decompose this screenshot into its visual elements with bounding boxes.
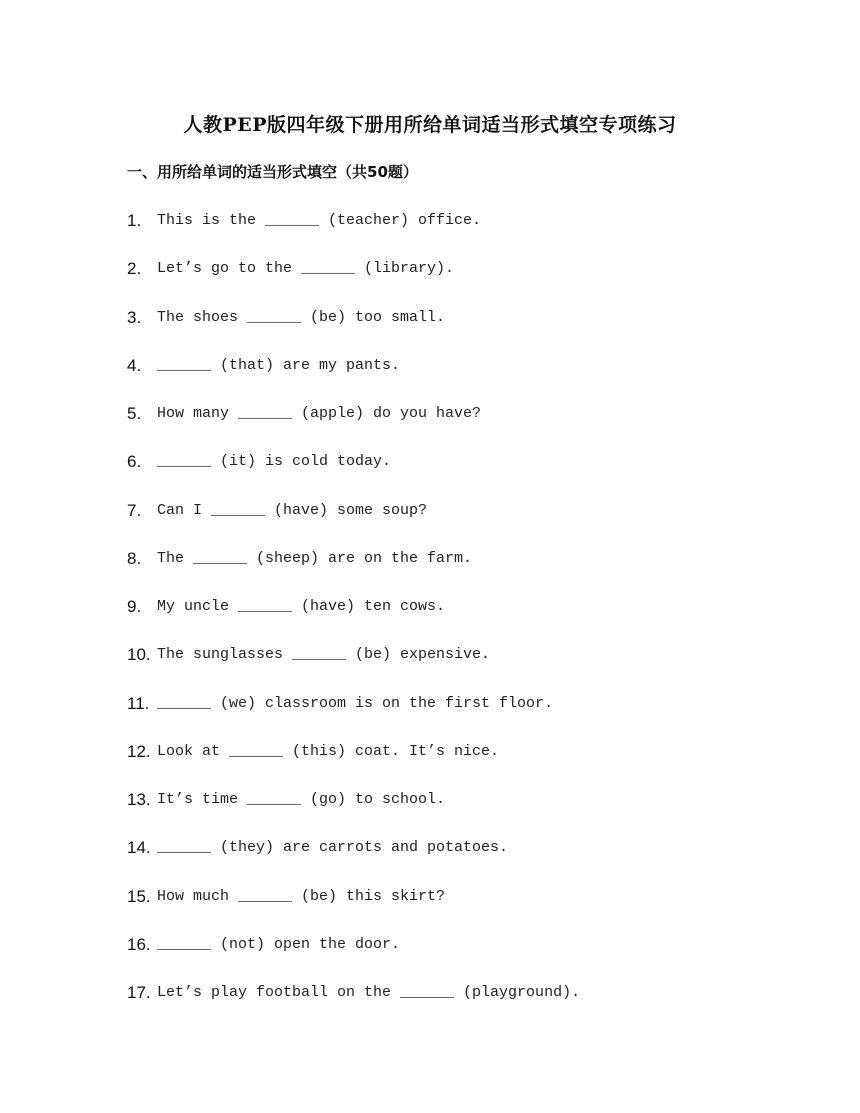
question-item	[127, 208, 767, 256]
question-number: 16.	[127, 934, 151, 954]
question-number: 17.	[127, 983, 151, 1002]
question-item	[127, 353, 767, 401]
question-number: 3.	[127, 307, 142, 327]
question-number: 9.	[127, 597, 142, 616]
question-item	[127, 449, 767, 497]
question-number: 1.	[127, 211, 142, 230]
question-item	[127, 739, 767, 787]
question-text: ______ (it) is cold today.	[157, 453, 392, 471]
question-text: The ______ (sheep) are on the farm.	[157, 549, 473, 567]
question-item	[127, 498, 767, 546]
document-title: 人教PEP版四年级下册用所给单词适当形式填空专项练习	[183, 114, 677, 136]
question-item	[127, 787, 767, 835]
question-text: Can I ______ (have) some soup?	[157, 501, 428, 519]
question-number: 12.	[127, 741, 151, 761]
question-list	[127, 208, 767, 1028]
question-text: It’s time ______ (go) to school.	[157, 791, 446, 808]
question-number: 5.	[127, 404, 142, 423]
question-text: Let’s play football on the ______ (playground).	[157, 984, 581, 1001]
question-item	[127, 594, 767, 642]
question-item	[127, 932, 767, 980]
question-text: Look at ______ (this) coat. It’s nice.	[157, 742, 500, 760]
question-number: 13.	[127, 790, 151, 809]
question-number: 15.	[127, 886, 151, 906]
question-number: 8.	[127, 548, 142, 568]
question-item	[127, 835, 767, 883]
question-text: How many ______ (apple) do you have?	[157, 405, 482, 422]
question-number: 2.	[127, 259, 142, 279]
question-item	[127, 980, 767, 1028]
question-text: The sunglasses ______ (be) expensive.	[157, 646, 491, 664]
question-item	[127, 884, 767, 932]
question-text: ______ (we) classroom is on the first floor.	[157, 694, 554, 712]
question-number: 6.	[127, 452, 142, 472]
question-item	[127, 256, 767, 304]
question-item	[127, 305, 767, 353]
question-text: This is the ______ (teacher) office.	[157, 212, 482, 229]
question-text: How much ______ (be) this skirt?	[157, 887, 446, 905]
question-text: My uncle ______ (have) ten cows.	[157, 598, 446, 615]
question-text: ______ (they) are carrots and potatoes.	[157, 839, 509, 857]
section-heading: 一、用所给单词的适当形式填空（共50题）	[127, 163, 418, 181]
question-text: Let’s go to the ______ (library).	[157, 260, 455, 278]
question-number: 4.	[127, 355, 142, 375]
question-number: 7.	[127, 500, 142, 520]
question-text: ______ (that) are my pants.	[157, 356, 401, 374]
question-text: The shoes ______ (be) too small.	[157, 308, 446, 326]
question-item	[127, 546, 767, 594]
question-item	[127, 642, 767, 690]
question-item	[127, 691, 767, 739]
question-text: ______ (not) open the door.	[157, 935, 401, 953]
question-number: 10.	[127, 645, 151, 665]
question-number: 14.	[127, 838, 151, 858]
question-number: 11.	[127, 693, 150, 713]
question-item	[127, 401, 767, 449]
